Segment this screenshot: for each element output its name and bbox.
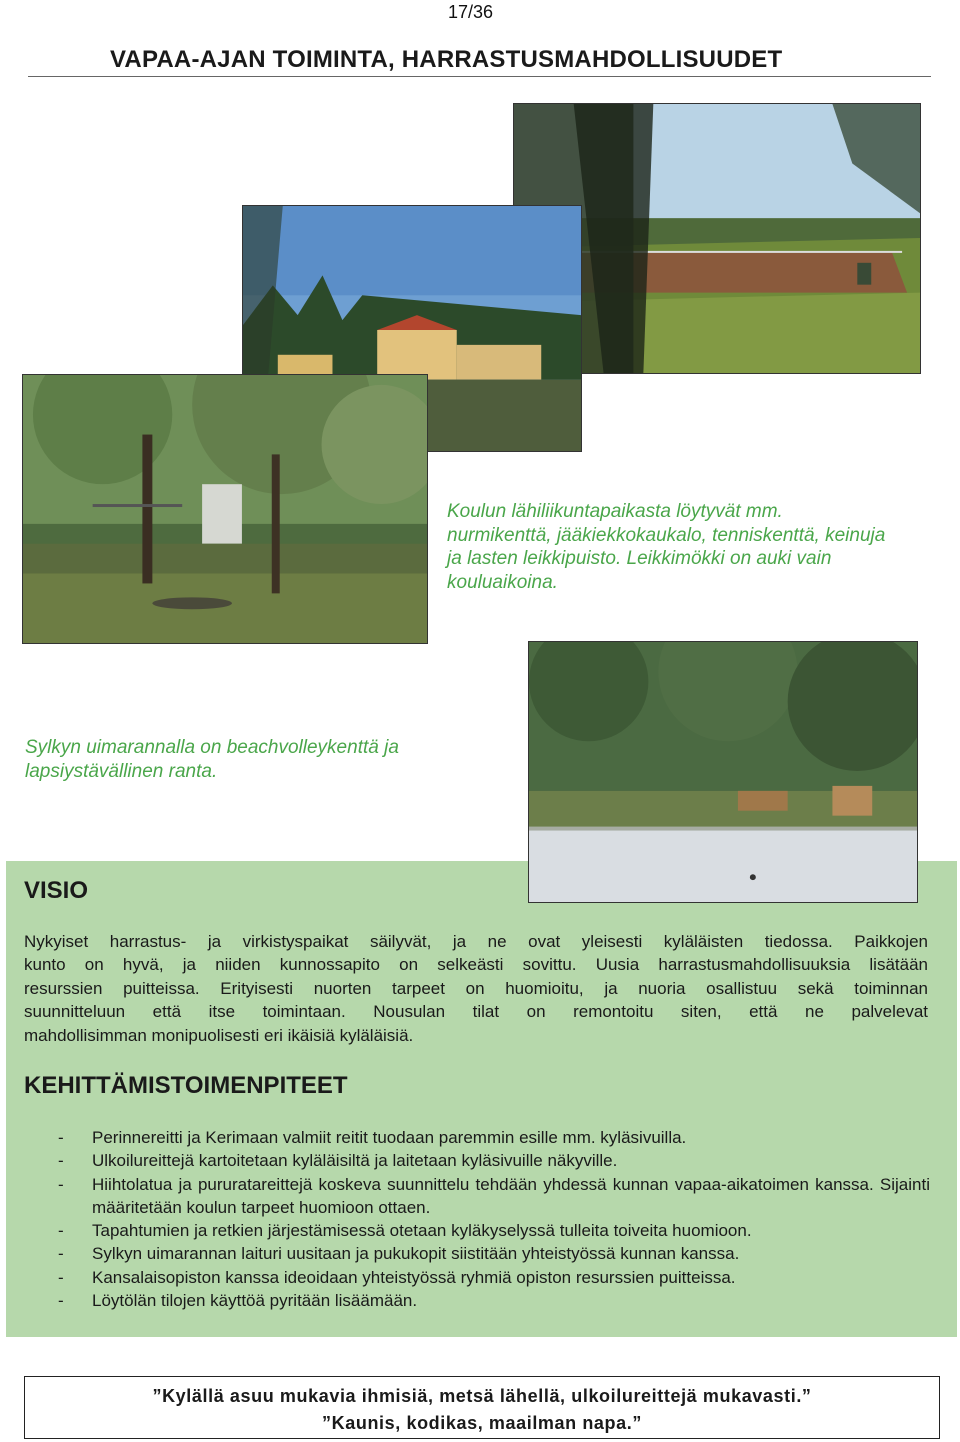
list-item xyxy=(24,1173,930,1220)
list-bullet: - xyxy=(58,1244,64,1264)
vision-line: kunto on hyvä, ja niiden kunnossapito on selkeästi sovittu. Uusia harrastusmahdollisuuksia lisätään xyxy=(24,955,928,975)
list-item xyxy=(24,1149,930,1172)
list-bullet: - xyxy=(58,1221,64,1241)
page-title: VAPAA-AJAN TOIMINTA, HARRASTUSMAHDOLLISUUDET xyxy=(110,46,783,73)
actions-list xyxy=(24,1126,930,1312)
page-number: 17/36 xyxy=(448,2,494,22)
vision-text xyxy=(24,930,928,1047)
actions-heading: KEHITTÄMISTOIMENPITEET xyxy=(24,1072,348,1099)
caption-line: nurmikenttä, jääkiekkokaukalo, tenniskenttä, keinuja xyxy=(447,524,886,546)
photo-beach xyxy=(528,641,918,903)
list-bullet: - xyxy=(58,1174,64,1194)
list-item-text: Tapahtumien ja retkien järjestämisessä otetaan kyläkyselyssä tulleita toiveita huomioon. xyxy=(92,1221,752,1241)
list-item-text: Kansalaisopiston kanssa ideoidaan yhteistyössä ryhmiä opiston resurssien puitteissa. xyxy=(92,1267,736,1287)
caption-line: kouluaikoina. xyxy=(447,571,558,593)
list-item xyxy=(24,1219,930,1242)
vision-heading: VISIO xyxy=(24,877,89,904)
list-bullet: - xyxy=(58,1267,64,1287)
list-item xyxy=(24,1289,930,1312)
list-item xyxy=(24,1242,930,1265)
list-item-text: Löytölän tilojen käyttöä pyritään lisäämään. xyxy=(92,1291,418,1311)
list-bullet: - xyxy=(58,1151,64,1171)
caption-line: ja lasten leikkipuisto. Leikkimökki on auki vain xyxy=(447,548,832,569)
caption-beach xyxy=(25,736,399,783)
photo-playground xyxy=(22,374,428,644)
vision-line: suunnitteluun että itse toimintaan. Nousulan tilat on remontoitu siten, että ne palvelevat xyxy=(24,1002,928,1022)
motto-box xyxy=(24,1376,940,1439)
caption-line: lapsiystävällinen ranta. xyxy=(25,760,218,782)
motto-line-2: ”Kaunis, kodikas, maailman napa.” xyxy=(322,1413,642,1433)
motto-line-1: ”Kylällä asuu mukavia ihmisiä, metsä lähellä, ulkoilureittejä mukavasti.” xyxy=(152,1386,812,1406)
list-item-text: Hiihtolatua ja pururatareittejä koskeva suunnittelu tehdään yhdessä kunnan vapaa-aikatoimen kanssa. Sijainti määritetään koulun tarpeet huomioon ottaen. xyxy=(92,1174,930,1217)
vision-line: Nykyiset harrastus- ja virkistyspaikat säilyvät, ja ne ovat yleisesti kyläläisten tiedossa. Paikkojen xyxy=(24,932,928,951)
list-item-text: Sylkyn uimarannan laituri uusitaan ja pukukopit siistitään yhteistyössä kunnan kanssa. xyxy=(92,1244,740,1264)
caption-line: Koulun lähiliikuntapaikasta löytyvät mm. xyxy=(447,501,783,522)
caption-line: Sylkyn uimarannalla on beachvolleykenttä ja xyxy=(25,737,399,758)
vision-line: resurssien puitteissa. Erityisesti nuorten tarpeet on huomioitu, ja nuoria osallistuu sekä toiminnan xyxy=(24,978,928,998)
list-bullet: - xyxy=(58,1291,64,1311)
list-item-text: Ulkoilureittejä kartoitetaan kyläläisiltä ja laitetaan kyläsivuille näkyville. xyxy=(92,1151,618,1171)
list-item-text: Perinnereitti ja Kerimaan valmiit reitit tuodaan paremmin esille mm. kyläsivuilla. xyxy=(92,1128,687,1147)
list-item xyxy=(24,1266,930,1289)
list-bullet: - xyxy=(58,1128,64,1147)
vision-line: mahdollisimman monipuolisesti eri ikäisiä kyläläisiä. xyxy=(24,1025,414,1045)
caption-school xyxy=(447,500,885,594)
title-divider xyxy=(28,76,931,77)
list-item xyxy=(24,1126,930,1149)
